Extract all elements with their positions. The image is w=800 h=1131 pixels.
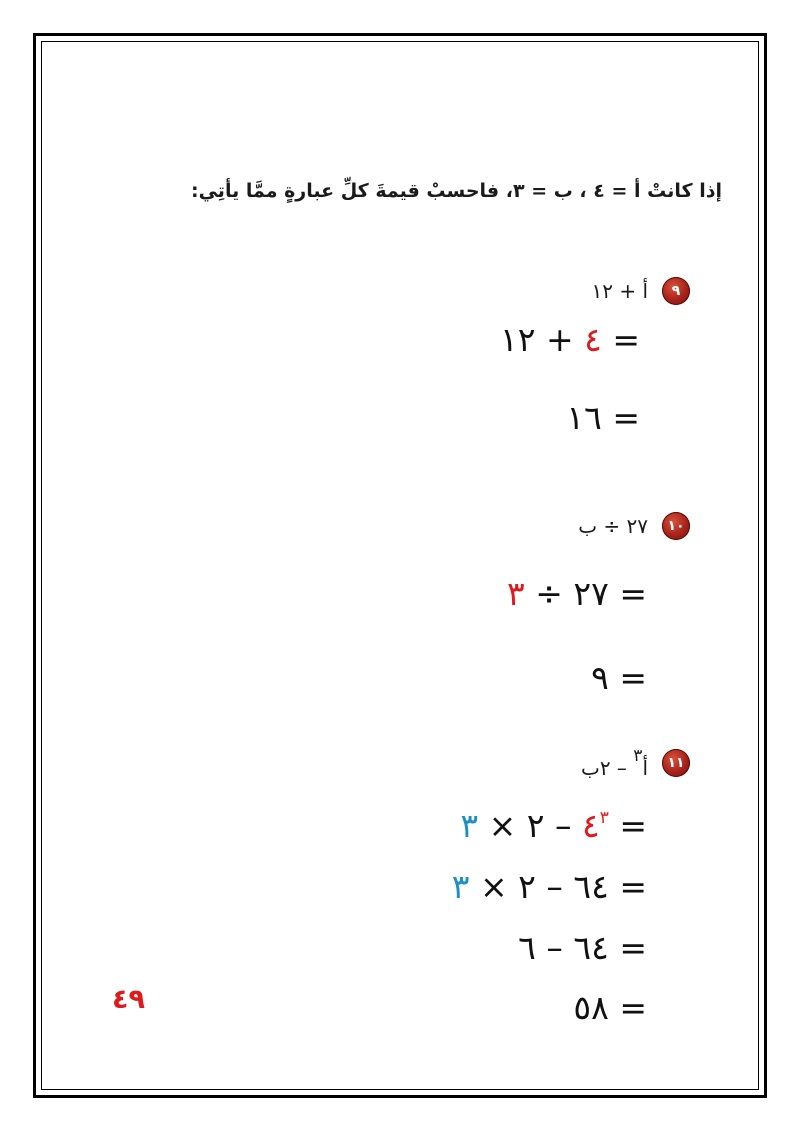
equals-sign: = <box>612 398 640 437</box>
question-11 <box>581 746 690 780</box>
question-number-badge: ١٠ <box>662 512 690 540</box>
q10-step-1 <box>507 574 647 613</box>
operand: ٢ <box>526 806 545 845</box>
result-value: ٥٨ <box>573 988 609 1027</box>
result-value: ١٦ <box>566 398 602 437</box>
minus-sign: – <box>546 928 563 967</box>
equals-sign: = <box>612 320 640 359</box>
question-9 <box>591 277 690 305</box>
product-result: ٦ <box>518 928 536 967</box>
minus-sign: – <box>554 806 572 845</box>
page-number: ٤٩ <box>112 984 145 1015</box>
substituted-value: ٣ <box>451 867 470 906</box>
minus-sign: – <box>546 867 563 906</box>
equals-sign: = <box>619 574 647 613</box>
power-result: ٦٤ <box>573 928 609 967</box>
question-number-badge: ٩ <box>662 277 690 305</box>
base-variable: أ <box>642 756 648 780</box>
q11-step-2 <box>452 867 647 906</box>
equals-sign: = <box>619 806 647 845</box>
question-number-badge: ١١ <box>662 749 690 777</box>
exponent: ٣ <box>633 746 643 766</box>
substituted-value: ٤ <box>584 320 602 359</box>
equals-sign: = <box>619 658 647 697</box>
plus-sign: + <box>545 320 574 359</box>
exponent: ٣ <box>599 808 609 828</box>
operand: ٢٧ <box>573 574 609 613</box>
substituted-base: ٤ <box>581 806 600 845</box>
equals-sign: = <box>619 928 647 967</box>
q11-step-1 <box>460 806 647 845</box>
question-expression <box>581 746 648 780</box>
q9-step-2 <box>566 398 640 437</box>
times-sign: × <box>488 806 517 845</box>
q11-step-3 <box>518 928 647 967</box>
problem-statement: إذا كانتْ أ = ٤ ، ب = ٣، فاحسبْ قيمةَ كلِّ عبارةٍ ممَّا يأتِي: <box>190 180 722 202</box>
q9-step-1 <box>500 320 640 359</box>
question-10 <box>578 512 690 540</box>
power-result: ٦٤ <box>573 867 609 906</box>
divide-sign: ÷ <box>535 574 563 613</box>
q11-step-4 <box>573 988 647 1027</box>
times-sign: × <box>480 867 508 906</box>
equals-sign: = <box>619 867 647 906</box>
result-value: ٩ <box>591 658 609 697</box>
expression-rest: – ٢ب <box>581 756 627 780</box>
operand: ١٢ <box>500 320 536 359</box>
substituted-value: ٣ <box>507 574 525 613</box>
question-expression: أ + ١٢ <box>591 279 648 303</box>
equals-sign: = <box>619 988 647 1027</box>
operand: ٢ <box>518 867 536 906</box>
question-expression: ٢٧ ÷ ب <box>578 514 648 538</box>
substituted-value: ٣ <box>460 806 479 845</box>
q10-step-2 <box>591 658 647 697</box>
